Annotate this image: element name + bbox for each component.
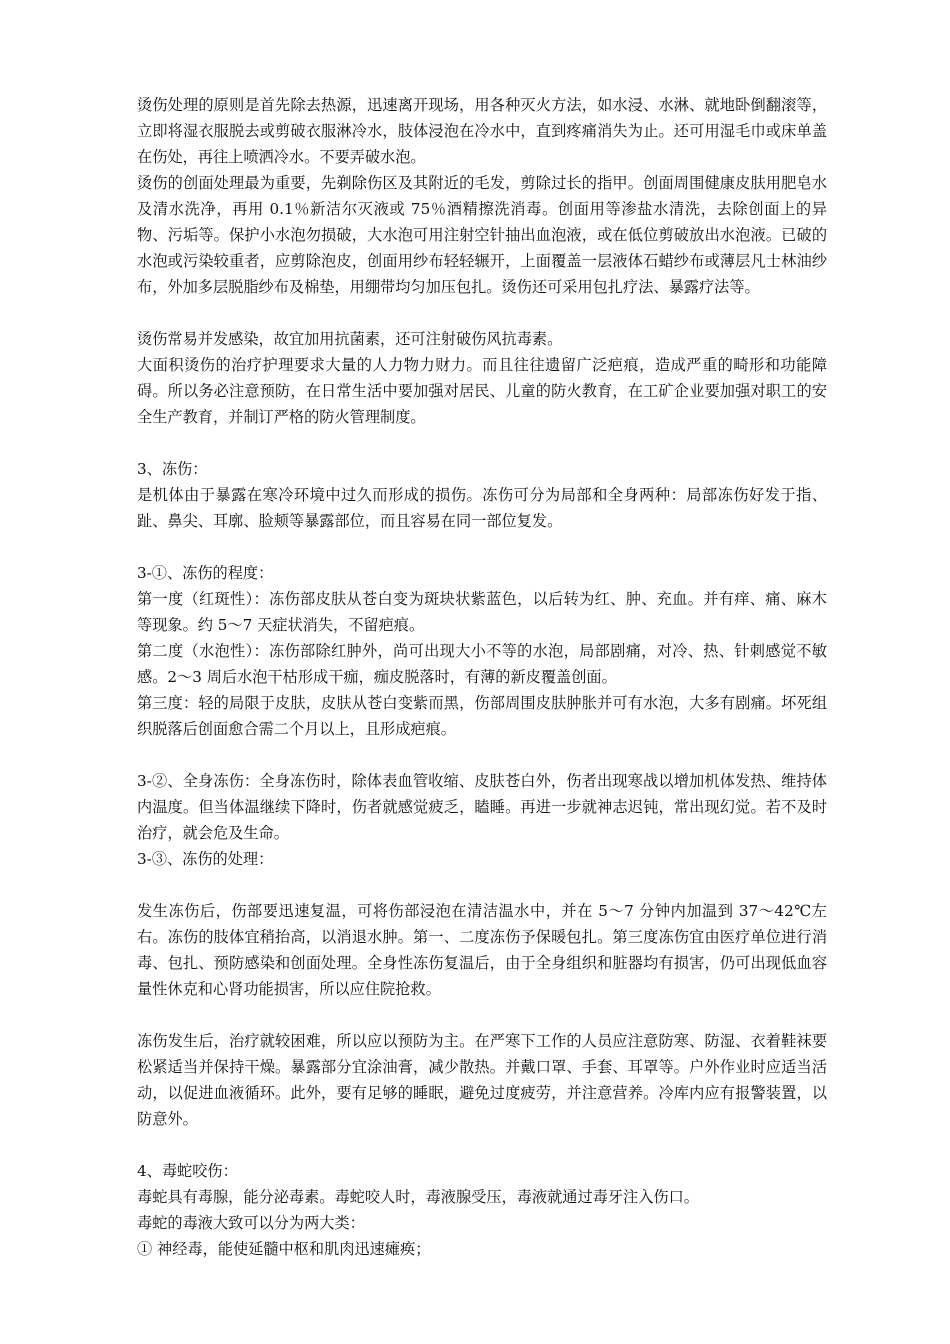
document-body	[137, 92, 827, 1262]
paragraph-first-degree: 第一度（红斑性）：冻伤部皮肤从苍白变为斑块状紫蓝色，以后转为红、肿、充血。并有痒、痛、麻木等现象。约 5～7 天症状消失，不留疤痕。	[137, 590, 827, 634]
blank-line	[137, 872, 827, 898]
paragraph-snake-venom-gland: 毒蛇具有毒腺，能分泌毒素。毒蛇咬人时，毒液腺受压，毒液就通过毒牙注入伤口。	[137, 1188, 699, 1206]
paragraph-frostbite-definition: 是机体由于暴露在寒冷环境中过久而形成的损伤。冻伤可分为局部和全身两种：局部冻伤好发于指、趾、鼻尖、耳廓、脸颊等暴露部位，而且容易在同一部位复发。	[137, 486, 827, 530]
blank-line	[137, 300, 827, 326]
list-item-neurotoxin: ① 神经毒，能使延髓中枢和肌肉迅速瘫痪；	[137, 1240, 431, 1258]
paragraph-second-degree: 第二度（水泡性）：冻伤部除红肿外，尚可出现大小不等的水泡，局部剧痛，对冷、热、针刺感觉不敏感。2～3 周后水泡干枯形成干痂，痂皮脱落时，有薄的新皮覆盖创面。	[137, 642, 827, 686]
heading-frostbite: 3、冻伤：	[137, 460, 208, 478]
paragraph-third-degree: 第三度：轻的局限于皮肤，皮肤从苍白变紫而黑，伤部周围皮肤肿胀并可有水泡，大多有剧痛。坏死组织脱落后创面愈合需二个月以上，且形成疤痕。	[137, 694, 827, 738]
heading-frostbite-treatment: 3-③、冻伤的处理：	[137, 850, 274, 868]
blank-line	[137, 742, 827, 768]
paragraph-burn-infection: 烫伤常易并发感染，故宜加用抗菌素，还可注射破伤风抗毒素。	[137, 330, 563, 348]
blank-line	[137, 1002, 827, 1028]
blank-line	[137, 534, 827, 560]
paragraph-burn-prevention: 大面积烫伤的治疗护理要求大量的人力物力财力。而且往往遗留广泛疤痕，造成严重的畸形和功能障碍。所以务必注意预防，在日常生活中要加强对居民、儿童的防火教育，在工矿企业要加强对职工的安全生产教育，并制订严格的防火管理制度。	[137, 356, 827, 426]
paragraph-burn-principle: 烫伤处理的原则是首先除去热源，迅速离开现场，用各种灭火方法，如水浸、水淋、就地卧倒翻滚等，立即将湿衣服脱去或剪破衣服淋冷水，肢体浸泡在冷水中，直到疼痛消失为止。还可用湿毛巾或床单盖在伤处，再往上喷洒冷水。不要弄破水泡。	[137, 96, 827, 166]
heading-frostbite-degree: 3-①、冻伤的程度：	[137, 564, 274, 582]
paragraph-frostbite-prevention: 冻伤发生后，治疗就较困难，所以应以预防为主。在严寒下工作的人员应注意防寒、防湿、衣着鞋袜要松紧适当并保持干燥。暴露部分宜涂油膏，减少散热。并戴口罩、手套、耳罩等。户外作业时应适当活动，以促进血液循环。此外，要有足够的睡眠，避免过度疲劳，并注意营养。冷库内应有报警装置，以防意外。	[137, 1032, 827, 1128]
paragraph-burn-wound-care: 烫伤的创面处理最为重要，先剃除伤区及其附近的毛发，剪除过长的指甲。创面周围健康皮肤用肥皂水及清水洗净，再用 0.1％新洁尔灭液或 75％酒精擦洗消毒。创面用等渗盐水清洗，去除创面上的异物、污垢等。保护小水泡勿损破，大水泡可用注射空针抽出血泡液，或在低位剪破放出水泡液。已破的水泡或污染较重者，应剪除泡皮，创面用纱布轻轻辗开，上面覆盖一层液体石蜡纱布或薄层凡士林油纱布，外加多层脱脂纱布及棉垫，用绷带均匀加压包扎。烫伤还可采用包扎疗法、暴露疗法等。	[137, 174, 827, 296]
paragraph-systemic-frostbite: 3-②、全身冻伤：全身冻伤时，除体表血管收缩、皮肤苍白外，伤者出现寒战以增加机体发热、维持体内温度。但当体温继续下降时，伤者就感觉疲乏，瞌睡。再进一步就神志迟钝，常出现幻觉。若不及时治疗，就会危及生命。	[137, 772, 827, 842]
paragraph-frostbite-rewarming: 发生冻伤后，伤部要迅速复温，可将伤部浸泡在清洁温水中，并在 5～7 分钟内加温到 37～42℃左右。冻伤的肢体宜稍抬高，以消退水肿。第一、二度冻伤予保暖包扎。第三度冻伤宜由医疗单位进行消毒、包扎、预防感染和创面处理。全身性冻伤复温后，由于全身组织和脏器均有损害，仍可出现低血容量性休克和心肾功能损害，所以应住院抢救。	[137, 902, 827, 998]
blank-line	[137, 1132, 827, 1158]
blank-line	[137, 430, 827, 456]
heading-snake-bite: 4、毒蛇咬伤：	[137, 1162, 238, 1180]
paragraph-venom-types: 毒蛇的毒液大致可以分为两大类：	[137, 1214, 365, 1232]
